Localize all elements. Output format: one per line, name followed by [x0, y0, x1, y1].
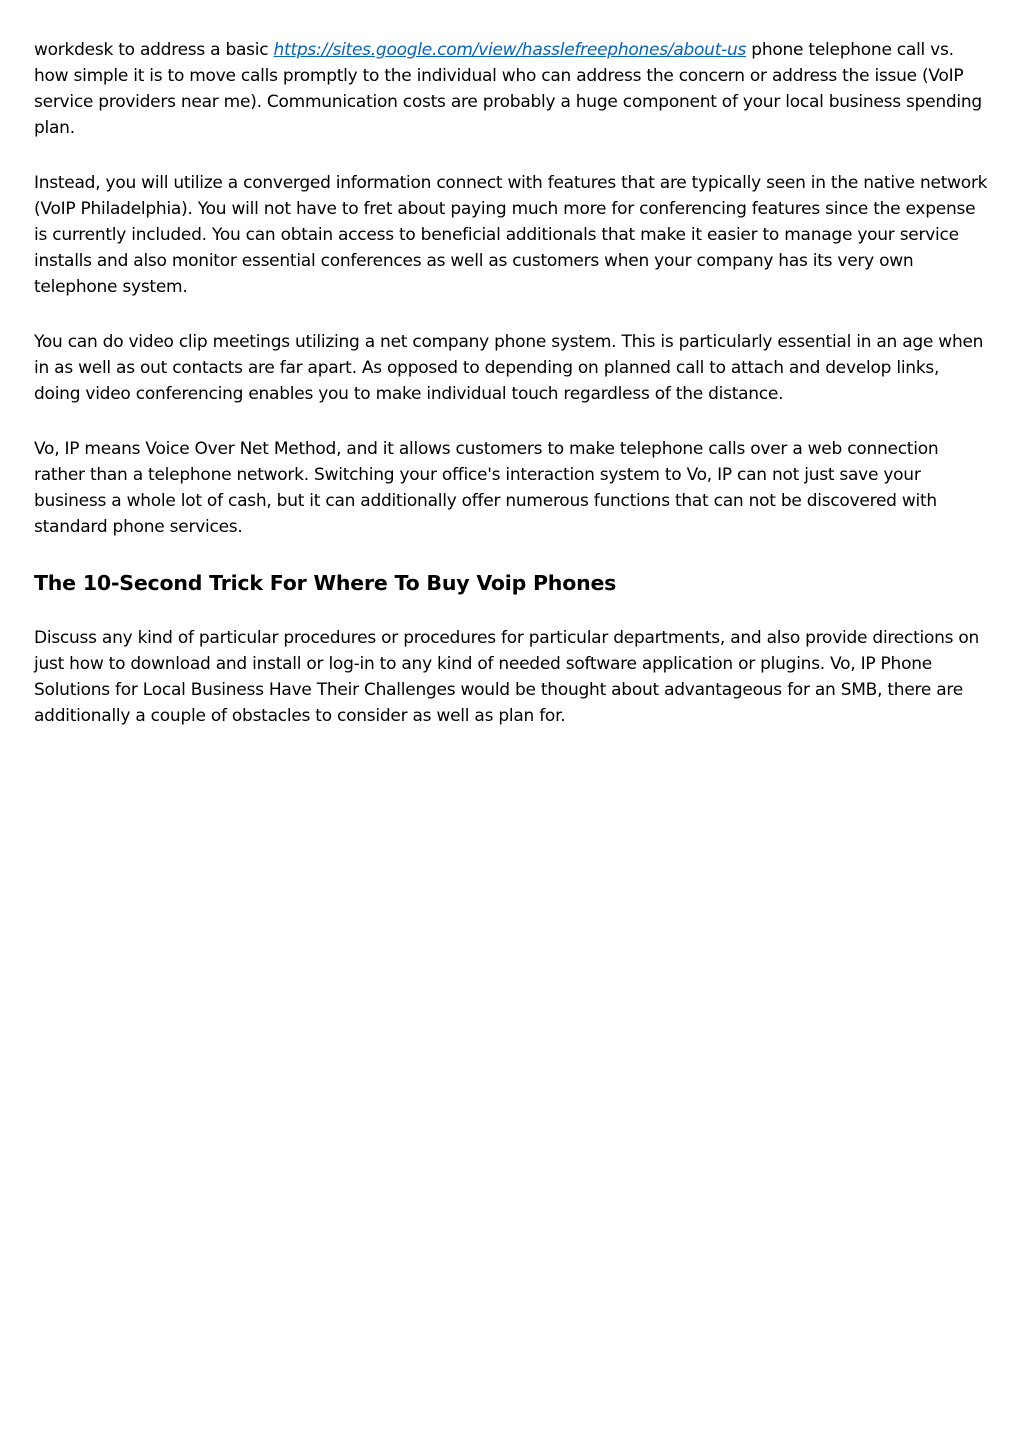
document-page [34, 37, 990, 758]
paragraph-video-meetings: You can do video clip meetings utilizing a net company phone system. This is particularly essential in an age when in as well as out contacts are far apart. As opposed to depending on planned call to attach and develop links, doing video conferencing enables you to make individual touch regardless of the distance. [34, 332, 984, 404]
paragraph-closing: Discuss any kind of particular procedures or procedures for particular departments, and also provide directions on just how to download and install or log-in to any kind of needed software application or plugins. Vo, IP Phone Solutions for Local Business Have Their Challenges would be thought about advantageous for an SMB, there are additionally a couple of obstacles to consider as well as plan for. [34, 628, 980, 726]
section-heading: The 10-Second Trick For Where To Buy Voip Phones [34, 571, 617, 595]
about-us-link[interactable]: https://sites.google.com/view/hasslefreephones/about-us [273, 40, 747, 60]
paragraph-intro-before: workdesk to address a basic [34, 40, 274, 60]
paragraph-converged-network: Instead, you will utilize a converged information connect with features that are typically seen in the native network (VoIP Philadelphia). You will not have to fret about paying much more for conferencing features since the expense is currently included. You can obtain access to beneficial additionals that make it easier to manage your service installs and also monitor essential conferences as well as customers when your company has its very own telephone system. [34, 173, 988, 297]
paragraph-intro-after: phone telephone call vs. how simple it is to move calls promptly to the individual who can address the concern or address the issue (VoIP service providers near me). Communication costs are probably a huge component of your local business spending plan. [34, 40, 982, 138]
paragraph-intro [34, 37, 990, 141]
paragraph-voip-definition: Vo, IP means Voice Over Net Method, and it allows customers to make telephone calls over a web connection rather than a telephone network. Switching your office's interaction system to Vo, IP can not just save your business a whole lot of cash, but it can additionally offer numerous functions that can not be discovered with standard phone services. [34, 439, 939, 537]
